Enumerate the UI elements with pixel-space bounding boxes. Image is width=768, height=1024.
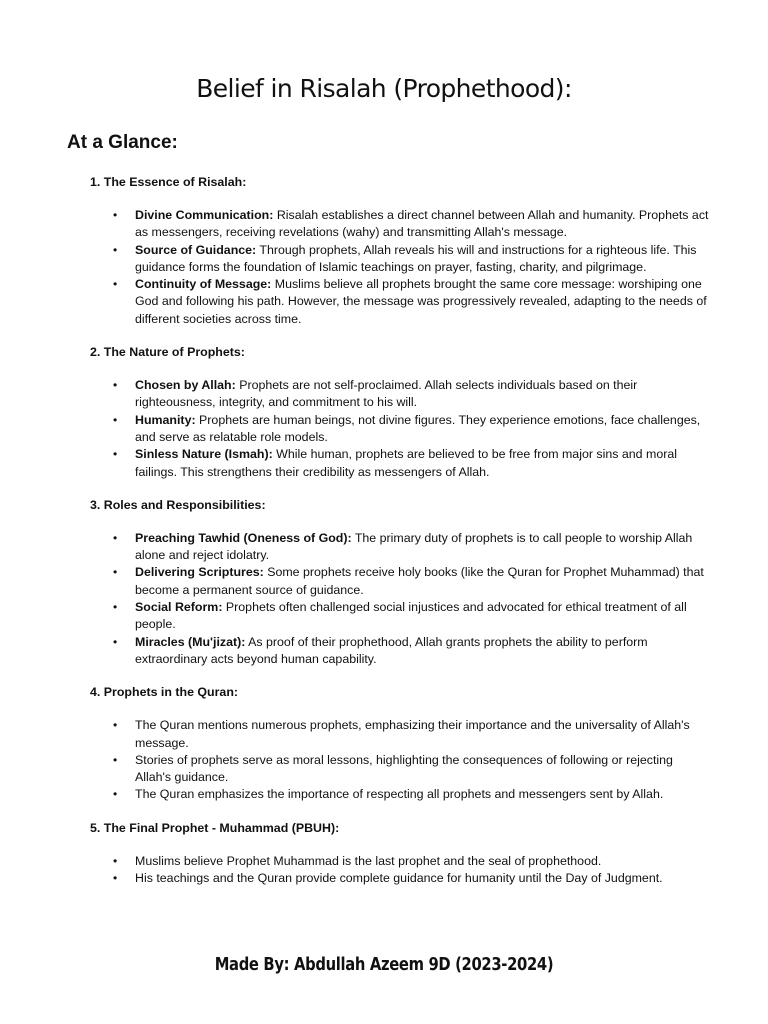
list-item-text: His teachings and the Quran provide complete guidance for humanity until the Day of Judgment. [135, 871, 663, 886]
list-item-label: Humanity: [135, 412, 196, 427]
bullet-list [90, 377, 710, 481]
list-item [90, 377, 710, 412]
list-item-text: Some prophets receive holy books (like the Quran for Prophet Muhammad) that become a permanent source of guidance. [135, 565, 704, 597]
list-item-label: Social Reform: [135, 600, 223, 615]
section-heading: 4. Prophets in the Quran: [90, 685, 239, 700]
list-item [90, 530, 710, 565]
list-item-text: As proof of their prophethood, Allah grants prophets the ability to perform extraordinary acts beyond human capability. [135, 634, 648, 666]
list-item-text: The Quran mentions numerous prophets, emphasizing their importance and the universality of Allah's message. [135, 718, 690, 750]
list-item [90, 412, 710, 447]
bullet-list [90, 853, 710, 888]
author-credit: Made By: Abdullah Azeem 9D (2023-2024) [214, 954, 554, 975]
list-item-text: Prophets are human beings, not divine figures. They experience emotions, face challenges, and serve as relatable role models. [135, 412, 701, 444]
list-item-label: Miracles (Mu'jizat): [135, 634, 246, 649]
list-item [90, 634, 710, 669]
page-title: Belief in Risalah (Prophethood): [196, 74, 572, 103]
list-item [90, 599, 710, 634]
list-item-text: Prophets are not self-proclaimed. Allah selects individuals based on their righteousness, integrity, and commitment to his will. [135, 378, 638, 410]
bullet-list [90, 530, 710, 668]
at-a-glance-heading: At a Glance: [67, 132, 178, 153]
list-item-text: Risalah establishes a direct channel between Allah and humanity. Prophets act as messengers, receiving revelations (wahy) and transmitting Allah's message. [135, 208, 709, 240]
bullet-list [90, 207, 710, 328]
list-item-label: Delivering Scriptures: [135, 565, 264, 580]
list-item-text: The primary duty of prophets is to call people to worship Allah alone and reject idolatry. [135, 530, 693, 563]
bullet-list [90, 717, 710, 803]
list-item-text: Stories of prophets serve as moral lessons, highlighting the consequences of following or rejecting Allah's guidance. [135, 752, 673, 785]
section-heading: 3. Roles and Responsibilities: [90, 497, 266, 512]
list-item-text: Muslims believe all prophets brought the same core message: worshiping one God and following his path. However, the message was progressively revealed, adapting to the needs of different societies across time. [135, 277, 707, 326]
list-item [90, 564, 710, 599]
list-item-label: Preaching Tawhid (Oneness of God): [135, 530, 352, 545]
list-item [90, 242, 710, 277]
section-heading: 1. The Essence of Risalah: [90, 175, 247, 189]
document-content [90, 174, 710, 903]
list-item [90, 853, 710, 870]
list-item [90, 207, 710, 242]
list-item-label: Continuity of Message: [135, 277, 272, 292]
list-item [90, 717, 710, 752]
list-item-text: Prophets often challenged social injustices and advocated for ethical treatment of all people. [135, 600, 687, 632]
section-heading: 5. The Final Prophet - Muhammad (PBUH): [90, 820, 340, 835]
list-item [90, 786, 710, 803]
list-item-text: Muslims believe Prophet Muhammad is the last prophet and the seal of prophethood. [135, 853, 602, 868]
list-item-label: Sinless Nature (Ismah): [135, 447, 273, 462]
list-item-text: The Quran emphasizes the importance of respecting all prophets and messengers sent by Allah. [135, 787, 664, 802]
list-item-text: Through prophets, Allah reveals his will and instructions for a righteous life. This guidance forms the foundation of Islamic teachings on prayer, fasting, charity, and pilgrimage. [135, 242, 697, 274]
list-item-label: Divine Communication: [135, 208, 274, 222]
list-item-text: While human, prophets are believed to be free from major sins and moral failings. This strengthens their credibility as messengers of Allah. [135, 447, 677, 479]
list-item-label: Source of Guidance: [135, 242, 257, 257]
list-item [90, 446, 710, 481]
list-item [90, 276, 710, 328]
list-item [90, 752, 710, 787]
list-item-label: Chosen by Allah: [135, 378, 236, 393]
section-heading: 2. The Nature of Prophets: [90, 345, 245, 360]
list-item [90, 870, 710, 887]
